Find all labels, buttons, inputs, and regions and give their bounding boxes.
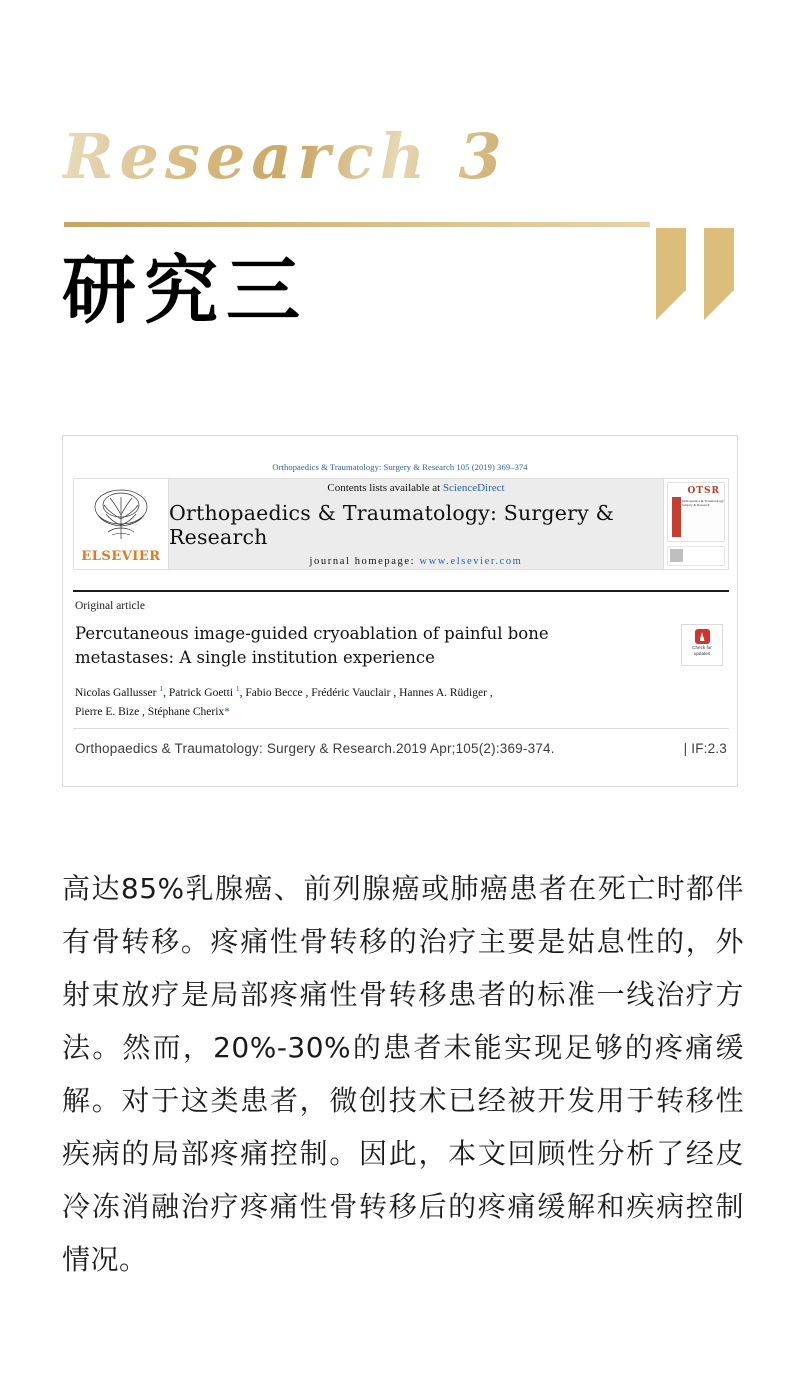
homepage-link[interactable]: www.elsevier.com: [419, 555, 523, 567]
journal-masthead: [73, 478, 729, 570]
journal-header-block: [169, 478, 663, 570]
journal-title: Orthopaedics & Traumatology: Surgery & Research: [169, 500, 615, 549]
paper-title: Percutaneous image-guided cryoablation of painful bone metastases: A single institution experience: [75, 624, 549, 667]
journal-cover-thumbnail: [663, 478, 729, 570]
elsevier-tree-icon: [84, 485, 158, 541]
cover-brand-mark: OTSR: [687, 486, 720, 496]
crossmark-badge[interactable]: [681, 624, 723, 666]
sciencedirect-link[interactable]: ScienceDirect: [442, 481, 505, 494]
page-header: [0, 0, 800, 420]
author-list: [75, 679, 685, 722]
article-type-label: Original article: [75, 600, 145, 612]
homepage-prefix: journal homepage:: [309, 555, 420, 567]
header-chinese-title: 研究三: [62, 248, 308, 334]
masthead-bottom-rule: [73, 590, 729, 592]
crossmark-icon: [695, 629, 710, 644]
journal-homepage-line: [310, 556, 523, 567]
author-line-1: Nicolas Gallusser $^1$, Patrick Goetti $^1$, Fabio Becce , Frédéric Vauclair , Hannes A. Rüdiger ,: [75, 684, 493, 699]
elsevier-wordmark: ELSEVIER: [81, 549, 161, 564]
crossmark-label-2: updates: [693, 650, 711, 656]
author-line-2: Pierre E. Bize , Stéphane Cherix*: [75, 705, 230, 718]
paper-citation-card: [62, 435, 738, 787]
impact-factor-text: | IF:2.3: [683, 741, 727, 756]
citation-row: [75, 741, 727, 756]
quotation-mark-icon: [656, 228, 742, 320]
elsevier-logo: [73, 478, 169, 570]
cover-side-text: Orthopaedics & Traumatology: Surgery & Research: [682, 499, 725, 508]
card-separator: [73, 728, 729, 729]
gold-divider: [64, 222, 650, 227]
summary-paragraph: 高达85%乳腺癌、前列腺癌或肺癌患者在死亡时都伴有骨转移。疼痛性骨转移的治疗主要是姑息性的，外射束放疗是局部疼痛性骨转移患者的标准一线治疗方法。然而，20%-30%的患者未能实现足够的疼痛缓解。对于这类患者，微创技术已经被开发用于转移性疾病的局部疼痛控制。因此，本文回顾性分析了经皮冷冻消融治疗疼痛性骨转移后的疼痛缓解和疾病控制情况。: [62, 872, 744, 1276]
header-script-title: Research 3: [62, 120, 508, 193]
citation-text: Orthopaedics & Traumatology: Surgery & Research.2019 Apr;105(2):369-374.: [75, 741, 555, 756]
journal-reference-line: Orthopaedics & Traumatology: Surgery & Research 105 (2019) 369–374: [272, 462, 528, 472]
contents-prefix: Contents lists available at: [327, 481, 443, 494]
crossmark-label-1: Check for: [692, 645, 712, 650]
contents-available-line: [327, 482, 504, 494]
